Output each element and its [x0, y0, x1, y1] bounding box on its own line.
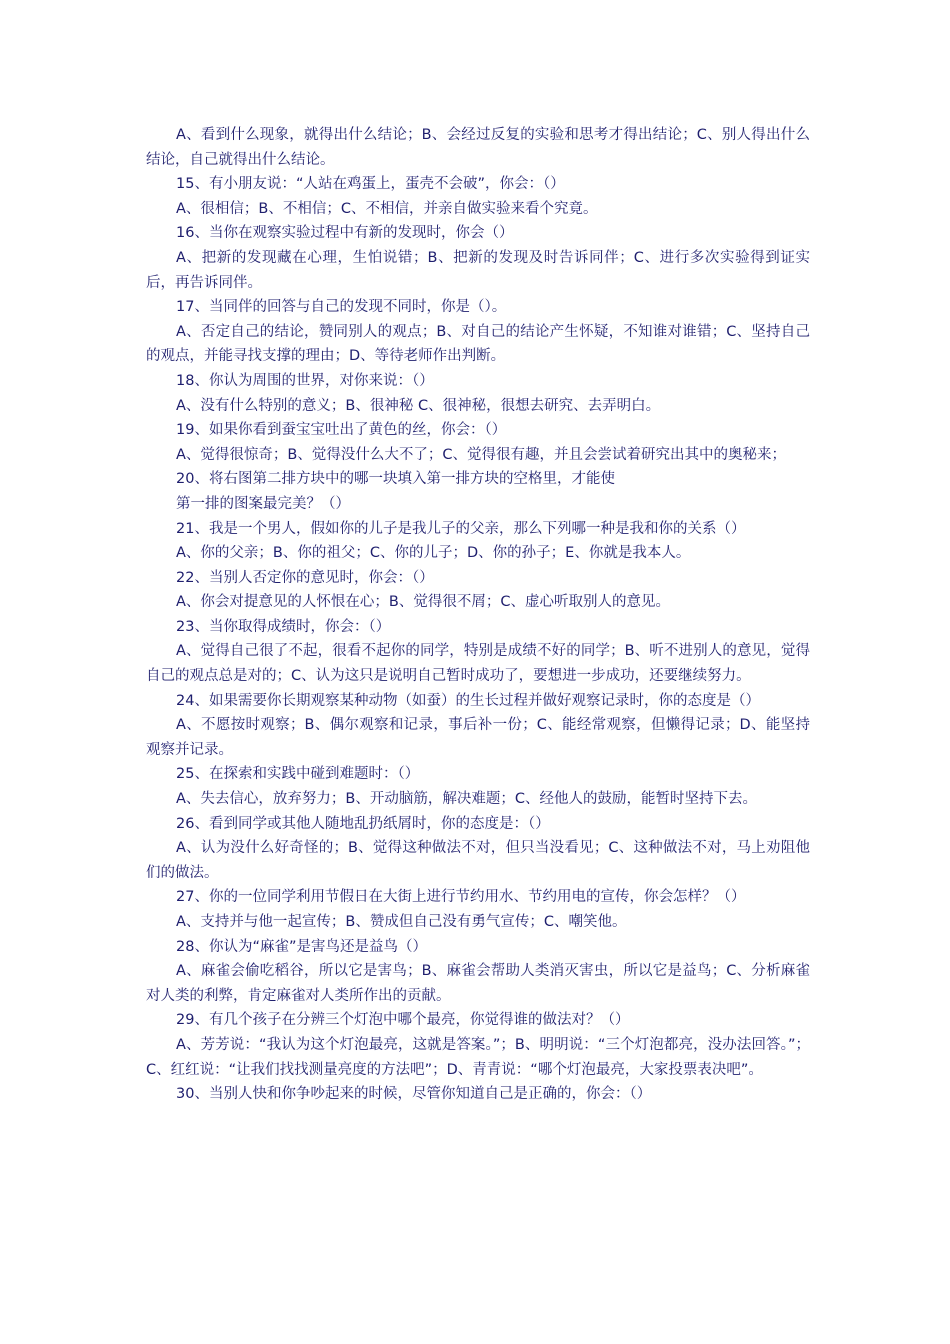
- paragraph-q27-options: A、支持并与他一起宣传；B、赞成但自己没有勇气宣传；C、嘲笑他。: [176, 914, 627, 930]
- paragraph-q29-options: A、芳芳说：“我认为这个灯泡最亮，这就是答案。”；B、明明说：“三个灯泡都亮，没办法回答。”；C、红红说：“让我们找找测量亮度的方法吧”；D、青青说：“哪个灯泡最亮，大家投票表决吧”。: [146, 1036, 810, 1078]
- question-30: 30、当别人快和你争吵起来的时候，尽管你知道自己是正确的，你会：（）: [176, 1086, 652, 1103]
- question-25: 25、在探索和实践中碰到难题时：（）: [176, 766, 420, 783]
- question-29: 29、有几个孩子在分辨三个灯泡中哪个最亮，你觉得谁的做法对？（）: [176, 1012, 630, 1029]
- question-18: 18、你认为周围的世界，对你来说：（）: [176, 372, 434, 389]
- question-17: 17、当同伴的回答与自己的发现不同时，你是（）。: [176, 299, 507, 316]
- question-20: 20、将右图第二排方块中的哪一块填入第一排方块的空格里，才能使: [176, 471, 615, 488]
- paragraph-q14-options: A、看到什么现象，就得出什么结论；B、会经过反复的实验和思考才得出结论；C、别人得出什么结论，自己就得出什么结论。: [146, 127, 810, 168]
- question-27: 27、你的一位同学利用节假日在大街上进行节约用水、节约用电的宣传，你会怎样？（）: [176, 889, 746, 906]
- question-20-continued: 第一排的图案最完美？（）: [176, 495, 350, 512]
- paragraph-q19-options: A、觉得很惊奇；B、觉得没什么大不了；C、觉得很有趣，并且会尝试着研究出其中的奥秘来；: [176, 446, 786, 463]
- paragraph-q21-options: A、你的父亲；B、你的祖父；C、你的儿子；D、你的孙子；E、你就是我本人。: [176, 545, 691, 562]
- question-28: 28、你认为“麻雀”是害鸟还是益鸟（）: [176, 938, 427, 955]
- paragraph-q26-options: A、认为没什么好奇怪的；B、觉得这种做法不对，但只当没看见；C、这种做法不对，马上劝阻他们的做法。: [146, 840, 810, 881]
- question-15: 15、有小朋友说：“人站在鸡蛋上，蛋壳不会破”，你会：（）: [176, 176, 565, 193]
- question-23: 23、当你取得成绩时，你会：（）: [176, 618, 391, 635]
- question-22: 22、当别人否定你的意见时，你会：（）: [176, 569, 434, 586]
- question-24: 24、如果需要你长期观察某种动物（如蚕）的生长过程并做好观察记录时，你的态度是（）: [176, 692, 760, 709]
- document-page: [146, 123, 810, 1107]
- paragraph-q17-options: A、否定自己的结论，赞同别人的观点；B、对自己的结论产生怀疑，不知谁对谁错；C、坚持自己的观点，并能寻找支撑的理由；D、等待老师作出判断。: [146, 323, 810, 365]
- paragraph-q28-options: A、麻雀会偷吃稻谷，所以它是害鸟；B、麻雀会帮助人类消灭害虫，所以它是益鸟；C、分析麻雀对人类的利弊，肯定麻雀对人类所作出的贡献。: [146, 963, 810, 1004]
- question-21: 21、我是一个男人，假如你的儿子是我儿子的父亲，那么下列哪一种是我和你的关系（）: [176, 520, 746, 537]
- paragraph-q25-options: A、失去信心，放弃努力；B、开动脑筋，解决难题；C、经他人的鼓励，能暂时坚持下去。: [176, 791, 757, 808]
- paragraph-q24-options: A、不愿按时观察；B、偶尔观察和记录，事后补一份；C、能经常观察，但懒得记录；D、能坚持观察并记录。: [146, 717, 810, 758]
- paragraph-q22-options: A、你会对提意见的人怀恨在心；B、觉得很不屑；C、虚心听取别人的意见。: [176, 594, 670, 611]
- question-16: 16、当你在观察实验过程中有新的发现时，你会（）: [176, 225, 514, 242]
- paragraph-q15-options: A、很相信；B、不相信；C、不相信，并亲自做实验来看个究竟。: [176, 200, 598, 217]
- paragraph-q18-options: A、没有什么特别的意义；B、很神秘 C、很神秘，很想去研究、去弄明白。: [176, 397, 661, 414]
- paragraph-q16-options: A、把新的发现藏在心理，生怕说错；B、把新的发现及时告诉同伴；C、进行多次实验得到证实后，再告诉同伴。: [146, 249, 810, 291]
- paragraph-q23-options: A、觉得自己很了不起，很看不起你的同学，特别是成绩不好的同学；B、听不进别人的意见，觉得自己的观点总是对的；C、认为这只是说明自己暂时成功了，要想进一步成功，还要继续努力。: [146, 643, 810, 685]
- question-26: 26、看到同学或其他人随地乱扔纸屑时，你的态度是：（）: [176, 815, 550, 832]
- question-19: 19、如果你看到蚕宝宝吐出了黄色的丝，你会：（）: [176, 422, 507, 439]
